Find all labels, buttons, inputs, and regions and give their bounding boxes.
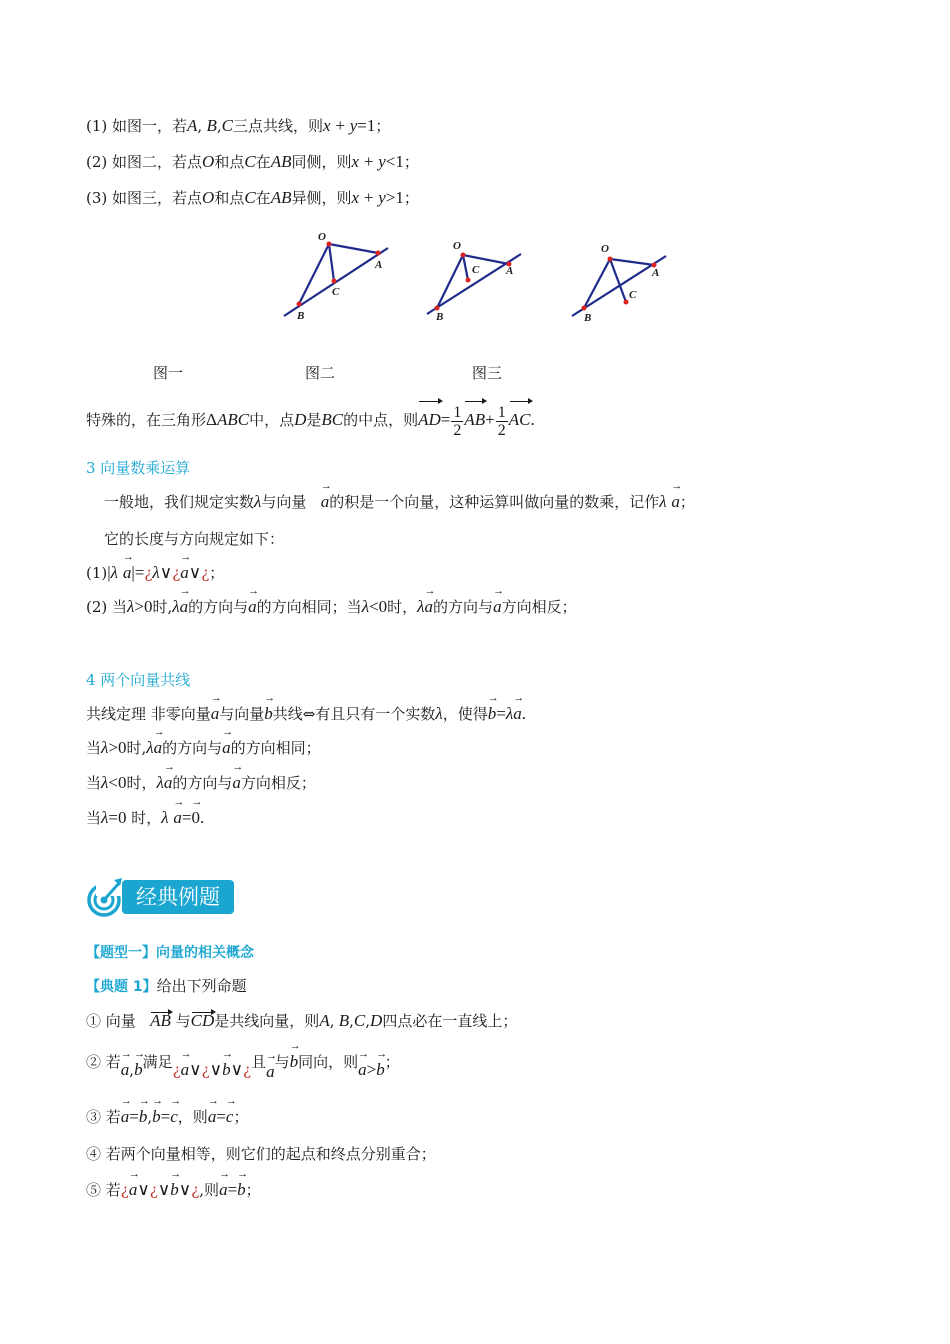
section-3-heading: 3 向量数乘运算 [86,459,191,477]
example-1: 【典题 1】给出下列命题 [86,977,247,995]
svg-text:O: O [601,243,609,255]
figure-1 [282,228,392,324]
section-3-p1: 一般地，我们规定实数λ与向量 → a的积是一个向量，这种运算叫做向量的数乘，记作λ → a； [104,492,695,512]
point-C-label: C [332,286,340,298]
collinear-case-positive: 当λ>0时,λ→ a的方向与→ a的方向相同； [86,738,321,758]
point-O-label: O [318,231,326,243]
svg-text:A: A [652,267,660,279]
proposition-4: ④ 若两个向量相等，则它们的起点和终点分别重合； [86,1145,436,1163]
type-1-heading: 【题型一】向量的相关概念 [86,945,254,961]
section-3-rule-2: (2) 当λ>0时,λ→ a的方向与→ a的方向相同；当λ<0时，λ→ a的方向与→ a方向相反； [86,597,577,617]
svg-text:B: B [436,311,444,323]
target-icon [86,876,126,920]
figure-2 [425,228,525,324]
midpoint-statement: 特殊的，在三角形ΔABC中，点D是BC的中点，则AD= $\frac{1}{2}$ AB+ $\frac{1}{2}$ AC. [86,400,535,440]
proposition-5: ⑤ 若¿→ a∨¿∨→ b∨¿,则→ a=→ b； [86,1180,261,1200]
point-B-label: B [297,310,305,322]
example-badge [86,876,236,920]
svg-text:B: B [584,312,592,324]
item-1: (1) 如图一，若A, B,C三点共线，则x + y=1； [86,116,391,135]
caption-figure-3: 图三 [472,364,503,382]
proposition-1: ① 向量 AB 与CD是共线向量，则A, B,C,D四点必在一直线上； [86,1011,518,1030]
collinear-case-negative: 当λ<0时，λ→ a的方向与→ a方向相反； [86,773,316,793]
svg-text:C: C [629,289,637,301]
section-3-p2: 它的长度与方向规定如下： [104,530,285,548]
collinear-case-zero: 当λ=0 时，λ → a=→ 0. [86,808,204,828]
svg-text:A: A [506,265,514,277]
caption-figure-2: 图二 [305,364,336,382]
badge-label: 经典例题 [122,880,234,914]
proposition-3: ③ 若→ a=→ b,→ b=→ c，则→ a=→ c； [86,1107,248,1127]
svg-text:O: O [453,240,461,252]
svg-text:C: C [472,264,480,276]
collinear-theorem: 共线定理 非零向量→ a与向量→ b共线⇔有且只有一个实数λ，使得→ b=λ→ a. [86,704,526,724]
section-3-rule-1: (1)|λ → a|=¿λ∨¿→ a∨¿； [86,563,224,583]
figure-3 [570,228,670,324]
section-4-heading: 4 两个向量共线 [86,671,191,689]
proposition-2: ② 若→ a,→ b满足¿→ a∨¿∨→ b∨¿且→ a与→ b同向，则→ a>→ b； [86,1052,400,1072]
item-2: (2) 如图二，若点O和点C在AB同侧，则x + y<1； [86,152,419,171]
point-A-label: A [375,259,383,271]
item-3: (3) 如图三，若点O和点C在AB异侧，则x + y>1； [86,188,419,207]
caption-figure-1: 图一 [153,364,184,382]
